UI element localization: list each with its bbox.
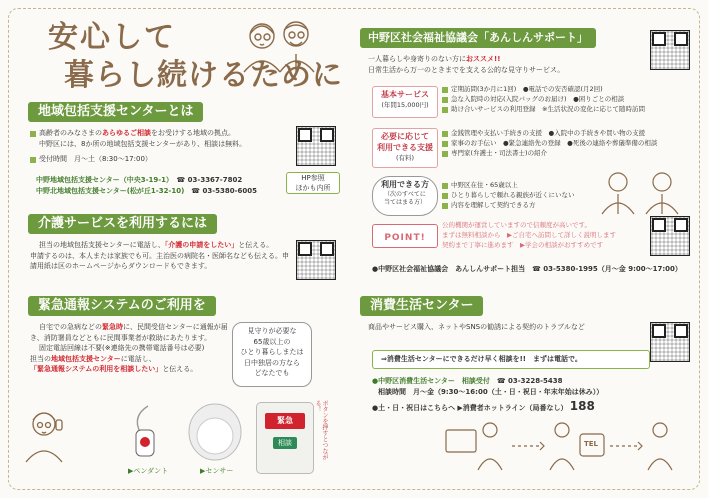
anshin-lead [368, 54, 628, 75]
chiiki-c2-tel: ☎ 03-5380-6005 [191, 186, 257, 195]
anshin-contact: ●中野区社会福祉協議会 あんしんサポート担当 ☎ 03-5380-1995（月～金 9:00～17:00） [372, 265, 682, 273]
point-item: 契約まで丁寧に進めます ▶学会の相談がおすすめです [442, 241, 604, 249]
sensor-device-icon [186, 402, 244, 464]
emergency-device [256, 402, 314, 474]
point-box [372, 224, 438, 248]
chiiki-header: 地域包括支援センターとは [28, 102, 203, 122]
shohi-contacts [372, 376, 692, 414]
shohi-header: 消費生活センター [360, 296, 483, 316]
chiiki-c1-tel: ☎ 03-3367-7802 [176, 176, 243, 184]
shohi-c-tel: ☎ 03-3228-5438 [496, 377, 563, 385]
kinkyu-p4-em: 「緊急通報システムの利用を相談したい」 [30, 365, 163, 373]
kaigo-qr-code[interactable] [296, 240, 336, 280]
kaigo-p2: 申請するのは、本人または家族でも可。主治医の病院名・医師名なども伝える。申請用紙は区のホームページからダウンロードもできます。 [30, 251, 289, 270]
title-line2: 暮らし続けるために [64, 58, 343, 93]
chiiki-hours: 受付時間 月～土（8:30～17:00） [30, 154, 330, 165]
woman-on-phone-illustration [22, 404, 70, 464]
advisors-illustration [596, 168, 688, 216]
kihon-label [372, 86, 438, 118]
phone-label: TEL [584, 440, 599, 448]
anshin-qr-code-2[interactable] [650, 216, 690, 256]
pendant-device-icon [128, 404, 168, 460]
kinkyu-text [30, 322, 235, 375]
label-pendant: ▶ペンダント [128, 467, 169, 475]
shohi-box: ⇒消費生活センターにできるだけ早く相談を!! まずは電話で。 [372, 350, 650, 369]
riyou-item: ひとり暮らしで頼れる親族が近くにいない [442, 190, 582, 200]
chiiki-qr-code[interactable] [296, 126, 336, 166]
hitsuyo-item: 金銭管理や支払い手続きの支援 ●入院中の手続きや買い物の支援 [442, 128, 692, 138]
shohi-qr-code[interactable] [650, 322, 690, 362]
kihon-item: 助け合いサービスの利用登録 ※生活状況の変化に応じて随時訪問 [442, 104, 692, 114]
hitsuyo-label [372, 128, 438, 168]
kaigo-p1-post: と伝える。 [238, 241, 274, 249]
shohi-text [368, 322, 638, 333]
chiiki-c1-name: 中野地域包括支援センター（中央3-19-1） [36, 176, 170, 184]
kinkyu-p1-pre: 自宅での急病などの [39, 323, 102, 331]
device-note: ボタンを押すとつながる！ [314, 400, 328, 460]
kinkyu-p3-em: 地域包括支援センター [51, 354, 121, 363]
shohi-p1: 商品やサービス購入、ネットやSNSの勧誘による契約のトラブルなど [368, 323, 585, 331]
shohi-holiday-num: 188 [569, 399, 595, 413]
anshin-lead2: 日常生活から万一のときまでを支える公的な見守りサービス。 [368, 65, 565, 74]
shohi-c-name: ●中野区消費生活センター 相談受付 [372, 377, 490, 385]
kihon-label-sub: (年間15,000円) [381, 101, 429, 109]
anshin-lead-em: おススメ!! [466, 55, 501, 63]
kinkyu-p3-post: に電話し、 [120, 354, 156, 363]
riyou-item: 中野区在住・65歳以上 [442, 180, 582, 190]
anshin-lead-pre: 一人暮らしや身寄りのない方に [368, 55, 466, 63]
kihon-item: 急な入院時の対応(入院バッグのお届け) ●困りごとの相談 [442, 94, 692, 104]
device-btn-consult: 相談 [273, 437, 297, 449]
hitsuyo-item: 専門家(弁護士・司法書士)の紹介 [442, 148, 692, 158]
kaigo-text [30, 240, 292, 272]
hitsuyo-items [442, 128, 692, 158]
shohi-holiday-mid: ▶消費者ホットライン（局番なし） [457, 404, 568, 412]
point-item: まずは無料相談から ▶ご自宅へ訪問して詳しく説明します [442, 231, 616, 239]
kinkyu-header: 緊急通報システムのご利用を [28, 296, 216, 316]
chiiki-p1-post: をお受けする地域の拠点。 [151, 129, 235, 137]
anshin-qr-code[interactable] [650, 30, 690, 70]
kinkyu-p4-post: と伝える。 [162, 365, 198, 373]
point-item: 公的機関が運営していますので信頼度が高いです。 [442, 221, 591, 229]
riyou-label-text: 利用できる方 [381, 180, 429, 189]
kinkyu-p2: 固定電話回線は不要(※連絡先の携帯電話番号は必要) [39, 344, 205, 352]
kinkyu-callout: 見守りが必要な 65歳以上の ひとり暮らしまたは 日中独居の方なら どなたでも [232, 322, 312, 387]
kinkyu-p1-em: 緊急時 [102, 323, 123, 331]
consultation-flow-illustration [440, 416, 680, 472]
elderly-couple-illustration [240, 14, 320, 74]
riyou-label-sub: （次のすべてに 当てはまる方） [383, 191, 426, 206]
hitsuyo-label-text: 必要に応じて 利用できる支援 [377, 132, 433, 152]
kinkyu-p3-pre: 担当の [30, 354, 51, 363]
shohi-holiday-pre: ●土・日・祝日はこちらへ [372, 404, 456, 412]
kaigo-p1-pre: 担当の地域包括支援センターに電話し、 [39, 241, 165, 249]
riyou-items [442, 180, 582, 210]
anshin-header: 中野区社会福祉協議会「あんしんサポート」 [360, 28, 596, 48]
riyou-label [372, 176, 438, 216]
chiiki-p1b: 中野区には、8か所の地域包括支援センターがあり、相談は無料。 [39, 139, 247, 148]
chiiki-p1-em: あらゆるご相談 [102, 129, 151, 137]
chiiki-c2-name: 中野北地域包括支援センター(松が丘1-32-10) [36, 186, 185, 195]
kihon-item: 定期訪問(3か月に1回) ●電話での安否確認(月2回) [442, 84, 692, 94]
kaigo-p1-em: 「介護の申請をしたい」 [164, 241, 239, 249]
label-sensor: ▶センサー [200, 467, 234, 475]
point-items [442, 220, 642, 250]
chiiki-contacts [36, 175, 286, 196]
hitsuyo-item: 家事のお手伝い ●緊急連絡先の登録 ●死後の連絡や葬儀準備の相談 [442, 138, 692, 148]
kihon-label-text: 基本サービス [381, 90, 429, 99]
chiiki-p1-pre: 高齢者のみなさまの [39, 129, 102, 137]
hitsuyo-label-sub: (有料) [395, 154, 415, 162]
kihon-items [442, 84, 692, 114]
kaigo-header: 介護サービスを利用するには [28, 214, 217, 234]
device-btn-emergency: 緊急 [265, 413, 305, 429]
shohi-c-hours: 相談時間 月～金（9:30～16:00（土・日・祝日・年末年始は休み）） [378, 387, 604, 396]
kinkyu-p1-post: に、民間受信センターに通報が届き、消防署員などともに民間事業者が救助にあたります。 [30, 323, 228, 342]
point-label: POINT! [384, 233, 426, 243]
hp-note: HP参照 ほかも内所 [286, 172, 340, 194]
riyou-item: 内容を理解して契約できる方 [442, 200, 582, 210]
title-line1: 安心して [48, 20, 176, 55]
chiiki-text [30, 128, 330, 165]
